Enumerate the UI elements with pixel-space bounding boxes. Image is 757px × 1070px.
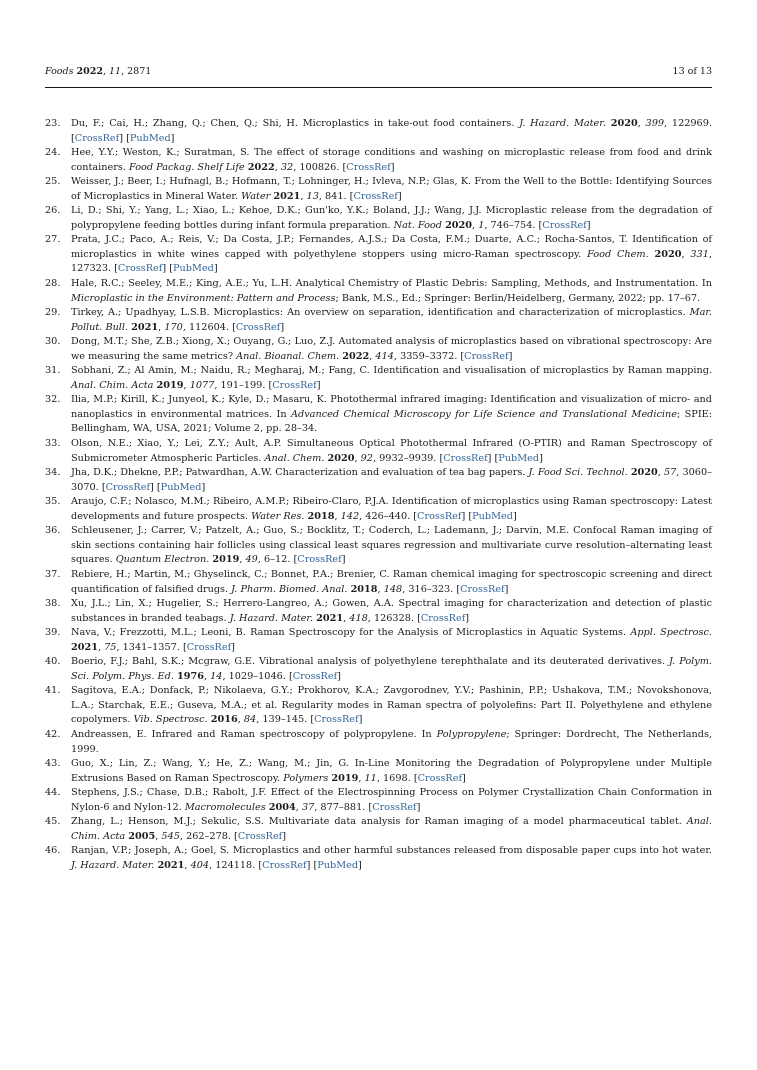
reference-number: 32. bbox=[45, 394, 61, 406]
crossref-link[interactable]: CrossRef bbox=[186, 641, 232, 653]
reference-text bbox=[71, 568, 712, 597]
text-segment: 49 bbox=[245, 554, 258, 566]
text-segment: 2022 bbox=[247, 161, 275, 173]
reference-text bbox=[71, 277, 712, 306]
reference-text bbox=[71, 364, 712, 393]
text-segment: Olson, N.E.; Xiao, Y.; Lei, Z.Y.; Ault, A.P. Simultaneous Optical Photothermal Infrared (O-PTIR) and Raman Spectroscopy of Submicrometer Atmospheric Particles. bbox=[71, 438, 712, 464]
text-segment: 545 bbox=[161, 830, 180, 842]
text-segment: , 100826. [ bbox=[293, 161, 347, 173]
text-segment: 11 bbox=[364, 772, 377, 784]
reference-text bbox=[71, 306, 712, 335]
text-segment: ] bbox=[512, 510, 517, 522]
text-segment: , 1341–1357. [ bbox=[116, 641, 187, 653]
text-segment: , bbox=[158, 321, 165, 333]
text-segment: ] bbox=[282, 830, 287, 842]
text-segment: ; Springer: Dordrecht, The Netherlands, 1999. bbox=[71, 728, 713, 755]
reference-item bbox=[45, 815, 712, 844]
text-segment: , bbox=[237, 714, 244, 726]
reference-item bbox=[45, 568, 712, 597]
text-segment: Nat. Food bbox=[393, 219, 446, 231]
reference-text bbox=[71, 233, 712, 277]
text-segment: Hale, R.C.; Seeley, M.E.; King, A.E.; Yu, L.H. Analytical Chemistry of Plastic Debris: Sampling, Methods, and Instrumentation. In bbox=[71, 278, 712, 290]
text-segment: Ilia, M.P.; Kirill, K.; Junyeol, K.; Kyle, D.; Masaru, K. Photothermal infrared imaging: Identification and visualization of micro- and nanoplastics in environmental matrices. In bbox=[71, 394, 712, 420]
reference-text bbox=[71, 495, 712, 524]
text-segment: Foods bbox=[45, 66, 77, 77]
reference-number: 28. bbox=[45, 278, 61, 290]
text-segment: , 841. [ bbox=[318, 190, 354, 202]
text-segment: ] bbox=[280, 321, 285, 333]
text-segment: , bbox=[295, 801, 302, 813]
reference-item bbox=[45, 306, 712, 335]
reference-text bbox=[71, 204, 712, 233]
crossref-link[interactable]: CrossRef bbox=[346, 161, 391, 173]
reference-number: 38. bbox=[45, 598, 61, 610]
text-segment: Guo, X.; Lin, Z.; Wang, Y.; He, Z.; Wang, M.; Jin, G. In-Line Monitoring the Degradation of Polypropylene under Multiple Extrusions Based on Raman Spectroscopy. bbox=[71, 758, 712, 784]
text-segment: , 1029–1046. [ bbox=[222, 670, 293, 682]
text-segment: 92 bbox=[360, 452, 373, 464]
reference-item bbox=[45, 786, 712, 815]
text-segment: Boerio, F.J.; Bahl, S.K.; Mcgraw, G.E. Vibrational analysis of polyethylene terephthalate and its deuterated derivatives. bbox=[71, 656, 670, 668]
reference-number: 23. bbox=[45, 118, 61, 129]
text-segment: , bbox=[274, 161, 281, 173]
crossref-link[interactable]: CrossRef bbox=[105, 481, 151, 493]
reference-item bbox=[45, 466, 712, 495]
text-segment: 2016 bbox=[210, 714, 238, 726]
reference-item bbox=[45, 757, 712, 786]
text-segment: 142 bbox=[340, 510, 360, 522]
text-segment: ] [ bbox=[461, 510, 473, 522]
text-segment: Food Packag. Shelf Life bbox=[129, 161, 248, 173]
reference-number: 27. bbox=[45, 234, 61, 246]
text-segment: , bbox=[681, 248, 691, 260]
reference-text bbox=[71, 728, 712, 757]
reference-text bbox=[71, 655, 712, 684]
text-segment: 1976 bbox=[177, 670, 204, 682]
text-segment: Appl. Spectrosc. bbox=[630, 627, 712, 639]
reference-text bbox=[71, 175, 712, 204]
reference-item bbox=[45, 335, 712, 364]
text-segment: ] bbox=[504, 583, 509, 595]
text-segment: ] bbox=[508, 350, 513, 362]
text-segment: ] bbox=[341, 554, 346, 566]
text-segment: Polymers bbox=[283, 772, 332, 784]
text-segment: ] bbox=[337, 670, 341, 682]
crossref-link[interactable]: CrossRef bbox=[460, 583, 505, 595]
text-segment: , bbox=[239, 554, 246, 566]
reference-number: 26. bbox=[45, 205, 61, 217]
reference-item bbox=[45, 364, 712, 393]
reference-text bbox=[71, 757, 712, 786]
text-segment: Dong, M.T.; She, Z.B.; Xiong, X.; Ouyang, G.; Luo, Z.J. Automated analysis of microplastics based on vibrational spectroscopy: Are we measuring the same metrics? bbox=[71, 336, 712, 362]
crossref-link[interactable]: CrossRef bbox=[237, 830, 283, 842]
reference-item bbox=[45, 655, 712, 684]
reference-text bbox=[71, 146, 712, 175]
reference-number: 46. bbox=[45, 845, 61, 857]
text-segment: , 3060–3070. [ bbox=[71, 467, 712, 493]
pubmed-link[interactable]: PubMed bbox=[160, 481, 202, 493]
reference-number: 24. bbox=[45, 147, 61, 159]
text-segment: , bbox=[183, 379, 190, 391]
crossref-link[interactable]: CrossRef bbox=[417, 772, 463, 784]
reference-text bbox=[71, 626, 712, 655]
text-segment: Andreassen, E. Infrared and Raman spectroscopy of polypropylene. In bbox=[71, 728, 437, 740]
text-segment: ] bbox=[170, 132, 175, 144]
text-segment: 57 bbox=[663, 467, 677, 479]
text-segment: 331 bbox=[690, 248, 709, 260]
text-segment: , bbox=[472, 219, 479, 231]
text-segment: 75 bbox=[104, 641, 117, 653]
text-segment: 414 bbox=[375, 350, 394, 362]
text-segment: J. Hazard. Mater. bbox=[71, 859, 158, 871]
crossref-link[interactable]: CrossRef bbox=[262, 859, 307, 871]
text-segment: , 262–278. [ bbox=[179, 830, 238, 842]
text-segment: 1 bbox=[478, 219, 485, 231]
text-segment: ] bbox=[358, 859, 362, 871]
reference-number: 40. bbox=[45, 656, 61, 668]
text-segment: Weisser, J.; Beer, I.; Hufnagl, B.; Hofmann, T.; Lohninger, H.; Ivleva, N.P.; Glas, K. From the Well to the Bottle: Identifying Sources of Microplastics in Mineral Water. bbox=[71, 176, 712, 202]
text-segment: ] bbox=[462, 772, 466, 784]
text-segment: , 877–881. [ bbox=[314, 801, 373, 813]
reference-text bbox=[71, 117, 712, 146]
reference-number: 30. bbox=[45, 336, 61, 348]
text-segment: , 746–754. [ bbox=[484, 219, 543, 231]
text-segment: Mar. Pollut. Bull. bbox=[71, 307, 712, 333]
text-segment: Du, F.; Cai, H.; Zhang, Q.; Chen, Q.; Shi, H. Microplastics in take-out food containers. bbox=[71, 118, 520, 129]
text-segment: ] bbox=[201, 481, 206, 493]
text-segment: 2022 bbox=[76, 66, 103, 77]
reference-number: 33. bbox=[45, 438, 61, 450]
text-segment: Polypropylene bbox=[436, 728, 507, 740]
text-segment: ] [ bbox=[119, 132, 130, 144]
pubmed-link[interactable]: PubMed bbox=[472, 510, 513, 522]
reference-text bbox=[71, 437, 712, 466]
text-segment: J. Pharm. Biomed. Anal. bbox=[231, 583, 351, 595]
reference-number: 45. bbox=[45, 816, 61, 828]
text-segment: J. Hazard. Mater. bbox=[229, 612, 317, 624]
text-segment: 2022 bbox=[342, 350, 370, 362]
text-segment: J. Polym. Sci. Polym. Phys. Ed. bbox=[71, 656, 712, 682]
reference-item bbox=[45, 146, 712, 175]
text-segment: Microplastic in the Environment: Pattern and Process bbox=[71, 292, 336, 304]
text-segment: 2020 bbox=[630, 467, 658, 479]
reference-number: 37. bbox=[45, 568, 61, 580]
reference-text bbox=[71, 786, 712, 815]
text-segment: Anal. Bioanal. Chem. bbox=[236, 350, 343, 362]
reference-number: 42. bbox=[45, 728, 61, 740]
crossref-link[interactable]: CrossRef bbox=[417, 510, 462, 522]
text-segment: Macromolecules bbox=[184, 801, 269, 813]
text-segment: Araujo, C.F.; Nolasco, M.M.; Ribeiro, A.M.P.; Ribeiro-Claro, P.J.A. Identification of microplastics using Raman spectroscopy: Latest developments and future prospects. bbox=[71, 496, 712, 522]
text-segment: 2020 bbox=[327, 452, 355, 464]
reference-item bbox=[45, 684, 712, 728]
text-segment: 2020 bbox=[445, 219, 473, 231]
text-segment: Xu, J.L.; Lin, X.; Hugelier, S.; Herrero-Langreo, A.; Gowen, A.A. Spectral imaging for characterization and detection of plastic substances in branded teabags. bbox=[71, 598, 712, 624]
reference-item bbox=[45, 524, 712, 568]
pubmed-link[interactable]: PubMed bbox=[129, 132, 171, 144]
pubmed-link[interactable]: PubMed bbox=[317, 859, 359, 871]
crossref-link[interactable]: CrossRef bbox=[297, 554, 342, 566]
crossref-link[interactable]: CrossRef bbox=[443, 452, 488, 464]
text-segment: Schleusener, J.; Carrer, V.; Patzelt, A.; Guo, S.; Bocklitz, T.; Coderch, L.; Lademann, J.; Darvin, M.E. Confocal Raman imaging of skin sections containing hair follicles using classical least squares regression and multivariate curve resolution–alternating least squares. bbox=[71, 525, 712, 566]
reference-text bbox=[71, 466, 712, 495]
text-segment: 2019 bbox=[331, 772, 359, 784]
text-segment: Sobhani, Z.; Al Amin, M.; Naidu, R.; Megharaj, M.; Fang, C. Identification and visualisation of microplastics by Raman mapping. bbox=[71, 365, 712, 377]
text-segment: 2021 bbox=[71, 641, 98, 653]
reference-item bbox=[45, 117, 712, 146]
text-segment: , bbox=[300, 190, 307, 202]
text-segment: , 2871 bbox=[121, 66, 152, 77]
text-segment: , 9932–9939. [ bbox=[372, 452, 444, 464]
text-segment: ] bbox=[231, 641, 235, 653]
text-segment: ] [ bbox=[162, 263, 173, 275]
text-segment: Hee, Y.Y.; Weston, K.; Suratman, S. The effect of storage conditions and washing on microplastic release from food and drink containers. bbox=[71, 147, 712, 173]
reference-item bbox=[45, 393, 712, 437]
text-segment: , bbox=[203, 670, 211, 682]
text-segment: , bbox=[377, 583, 384, 595]
text-segment: ] bbox=[390, 161, 395, 173]
text-segment: 11 bbox=[109, 66, 122, 77]
text-segment: ] bbox=[539, 452, 543, 464]
crossref-link[interactable]: CrossRef bbox=[292, 670, 338, 682]
text-segment: ] bbox=[316, 379, 321, 391]
page-number-label: 13 of 13 bbox=[672, 66, 712, 77]
text-segment: Sagitova, E.A.; Donfack, P.; Nikolaeva, G.Y.; Prokhorov, K.A.; Zavgorodnev, Y.V.; Pashinin, P.P.; Ushakova, T.M.; Novokshonova, L.A.; Starchak, E.E.; Guseva, M.A.; et al. Regularity modes in Raman spectra of polyolefins: Part II. Polyethylene and ethylene copolymers. bbox=[71, 685, 712, 726]
text-segment: ] bbox=[213, 263, 218, 275]
reference-item bbox=[45, 277, 712, 306]
text-segment: 84 bbox=[243, 714, 257, 726]
text-segment: , 139–145. [ bbox=[256, 714, 315, 726]
text-segment: ; Bank, M.S., Ed.; Springer: Berlin/Heidelberg, Germany, 2022; pp. 17–67. bbox=[335, 292, 701, 304]
reference-item bbox=[45, 844, 712, 873]
text-segment: Water bbox=[241, 190, 274, 202]
text-segment: , 426–440. [ bbox=[359, 510, 418, 522]
text-segment: 37 bbox=[301, 801, 315, 813]
reference-number: 35. bbox=[45, 496, 61, 508]
pubmed-link[interactable]: PubMed bbox=[173, 263, 214, 275]
text-segment: , 316–323. [ bbox=[402, 583, 461, 595]
text-segment: Jha, D.K.; Dhekne, P.P.; Patwardhan, A.W. Characterization and evaluation of tea bag papers. bbox=[71, 467, 529, 479]
text-segment: , 6–12. [ bbox=[257, 554, 298, 566]
pubmed-link[interactable]: PubMed bbox=[498, 452, 540, 464]
text-segment: Quantum Electron. bbox=[115, 554, 213, 566]
reference-item bbox=[45, 175, 712, 204]
text-segment: , 3359–3372. [ bbox=[393, 350, 465, 362]
running-head bbox=[45, 66, 151, 78]
text-segment: 2004 bbox=[268, 801, 296, 813]
text-segment: , 126328. [ bbox=[367, 612, 421, 624]
page-header bbox=[45, 0, 712, 78]
text-segment: , bbox=[354, 452, 361, 464]
text-segment: Tirkey, A.; Upadhyay, L.S.B. Microplastics: An overview on separation, identification and characterization of microplastics. bbox=[71, 307, 690, 319]
text-segment: , bbox=[97, 641, 105, 653]
reference-number: 34. bbox=[45, 467, 61, 479]
text-segment: 1077 bbox=[189, 379, 215, 391]
reference-text bbox=[71, 524, 712, 568]
text-segment: ] bbox=[358, 714, 363, 726]
reference-item bbox=[45, 728, 712, 757]
reference-text bbox=[71, 597, 712, 626]
text-segment: Water Res. bbox=[251, 510, 308, 522]
text-segment: 14 bbox=[210, 670, 223, 682]
crossref-link[interactable]: CrossRef bbox=[542, 219, 587, 231]
text-segment: , 127323. [ bbox=[71, 248, 712, 275]
reference-number: 41. bbox=[45, 685, 61, 697]
text-segment: Ranjan, V.P.; Joseph, A.; Goel, S. Microplastics and other harmful substances released from disposable paper cups into hot water. bbox=[71, 845, 712, 857]
reference-text bbox=[71, 684, 712, 728]
text-segment: 2019 bbox=[212, 554, 240, 566]
text-segment: 2021 bbox=[273, 190, 301, 202]
references-list bbox=[45, 117, 712, 873]
text-segment: 2018 bbox=[350, 583, 378, 595]
text-segment: Prata, J.C.; Paco, A.; Reis, V.; Da Costa, J.P.; Fernandes, A.J.S.; Da Costa, F.M.; Duarte, A.C.; Rocha-Santos, T. Identification of microplastics in white wines capped with polyethylene stoppers using micro-Raman spectroscopy. bbox=[71, 234, 712, 260]
reference-text bbox=[71, 393, 712, 437]
reference-text bbox=[71, 335, 712, 364]
crossref-link[interactable]: CrossRef bbox=[420, 612, 466, 624]
text-segment: 399 bbox=[645, 118, 665, 129]
crossref-link[interactable]: CrossRef bbox=[372, 801, 417, 813]
text-segment: , 112604. [ bbox=[182, 321, 236, 333]
reference-text bbox=[71, 815, 712, 844]
text-segment: ] [ bbox=[306, 859, 318, 871]
reference-item bbox=[45, 233, 712, 277]
text-segment: , 191–199. [ bbox=[214, 379, 273, 391]
text-segment: Anal. Chim. Acta bbox=[71, 379, 157, 391]
text-segment: , bbox=[184, 859, 191, 871]
text-segment: , bbox=[102, 66, 109, 77]
text-segment: 2020 bbox=[610, 118, 638, 129]
text-segment: 2021 bbox=[316, 612, 344, 624]
text-segment: ] bbox=[397, 190, 402, 202]
text-segment: ] [ bbox=[150, 481, 161, 493]
reference-item bbox=[45, 495, 712, 524]
reference-number: 36. bbox=[45, 525, 61, 537]
crossref-link[interactable]: CrossRef bbox=[272, 379, 317, 391]
crossref-link[interactable]: CrossRef bbox=[235, 321, 281, 333]
text-segment: , bbox=[343, 612, 350, 624]
crossref-link[interactable]: CrossRef bbox=[353, 190, 398, 202]
text-segment: 418 bbox=[349, 612, 368, 624]
text-segment: ] bbox=[416, 801, 421, 813]
reference-number: 39. bbox=[45, 627, 61, 639]
text-segment: J. Food Sci. Technol. bbox=[528, 467, 631, 479]
crossref-link[interactable]: CrossRef bbox=[74, 132, 120, 144]
text-segment: , bbox=[334, 510, 341, 522]
text-segment: 2020 bbox=[654, 248, 682, 260]
text-segment: Anal. Chim. Acta bbox=[71, 816, 712, 842]
text-segment: , 122969. [ bbox=[71, 118, 712, 144]
text-segment: Anal. Chem. bbox=[264, 452, 328, 464]
text-segment: , bbox=[358, 772, 365, 784]
text-segment: 2019 bbox=[156, 379, 184, 391]
text-segment: , 124118. [ bbox=[209, 859, 263, 871]
reference-number: 43. bbox=[45, 758, 61, 770]
reference-item bbox=[45, 437, 712, 466]
text-segment: 13 bbox=[306, 190, 319, 202]
header-rule bbox=[45, 87, 712, 88]
text-segment: 404 bbox=[190, 859, 210, 871]
text-segment: Zhang, L.; Henson, M.J.; Sekulic, S.S. Multivariate data analysis for Raman imaging of a model pharmaceutical tablet. bbox=[71, 816, 687, 828]
text-segment: Stephens, J.S.; Chase, D.B.; Rabolt, J.F. Effect of the Electrospinning Process on Polymer Crystallization Chain Conformation in Nylon-6 and Nylon-12. bbox=[71, 787, 712, 813]
text-segment: 2021 bbox=[157, 859, 185, 871]
text-segment: ] bbox=[586, 219, 591, 231]
reference-number: 25. bbox=[45, 176, 61, 188]
text-segment: ; SPIE: Bellingham, WA, USA, 2021; Volume 2, pp. 28–34. bbox=[71, 408, 712, 435]
reference-item bbox=[45, 626, 712, 655]
text-segment: J. Hazard. Mater. bbox=[519, 118, 611, 129]
text-segment: ] [ bbox=[487, 452, 499, 464]
reference-item bbox=[45, 597, 712, 626]
text-segment: Food Chem. bbox=[587, 248, 655, 260]
crossref-link[interactable]: CrossRef bbox=[464, 350, 509, 362]
text-segment: 170 bbox=[164, 321, 183, 333]
reference-number: 31. bbox=[45, 365, 61, 377]
text-segment: 2018 bbox=[307, 510, 335, 522]
text-segment: Nava, V.; Frezzotti, M.L.; Leoni, B. Raman Spectroscopy for the Analysis of Microplastics in Aquatic Systems. bbox=[71, 627, 631, 639]
reference-item bbox=[45, 204, 712, 233]
text-segment: 148 bbox=[383, 583, 403, 595]
reference-number: 44. bbox=[45, 787, 61, 799]
text-segment: Vib. Spectrosc. bbox=[133, 714, 211, 726]
crossref-link[interactable]: CrossRef bbox=[117, 263, 163, 275]
text-segment: Advanced Chemical Microscopy for Life Science and Translational Medicine bbox=[291, 408, 677, 420]
text-segment: Li, D.; Shi, Y.; Yang, L.; Xiao, L.; Kehoe, D.K.; Gun'ko, Y.K.; Boland, J.J.; Wang, J.J. Microplastic release from the degradation of polypropylene feeding bottles during infant formula preparation. bbox=[71, 205, 712, 231]
reference-text bbox=[71, 844, 712, 873]
text-segment: Rebiere, H.; Martin, M.; Ghyselinck, C.; Bonnet, P.A.; Brenier, C. Raman chemical imaging for spectroscopic screening and direct quantification of falsified drugs. bbox=[71, 568, 712, 595]
text-segment: , bbox=[155, 830, 162, 842]
text-segment: ] bbox=[465, 612, 470, 624]
text-segment: , 1698. [ bbox=[376, 772, 418, 784]
reference-number: 29. bbox=[45, 307, 61, 319]
text-segment: 2021 bbox=[131, 321, 159, 333]
text-segment: , bbox=[657, 467, 664, 479]
text-segment: 2005 bbox=[128, 830, 156, 842]
text-segment: , bbox=[369, 350, 376, 362]
text-segment: 32 bbox=[280, 161, 294, 173]
crossref-link[interactable]: CrossRef bbox=[314, 714, 359, 726]
text-segment: , bbox=[637, 118, 646, 129]
